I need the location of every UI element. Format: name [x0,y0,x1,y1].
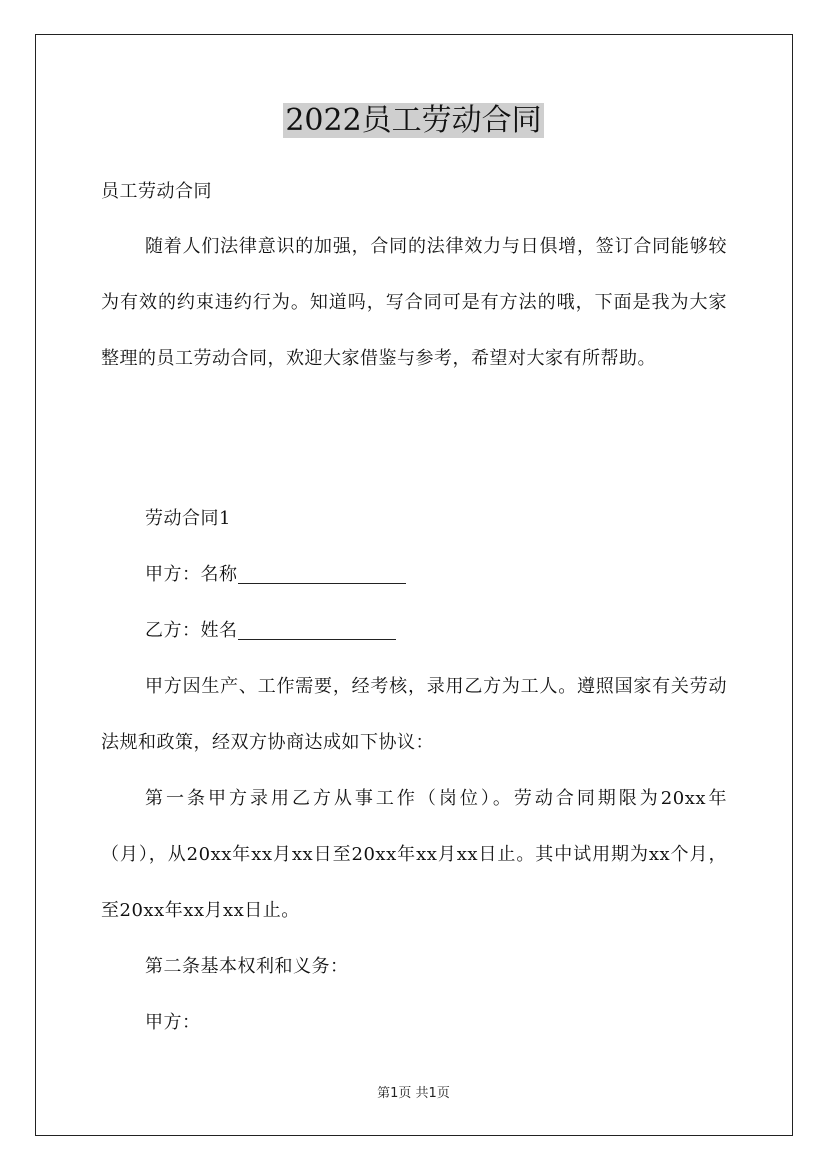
article-1: 第一条甲方录用乙方从事工作（岗位）。劳动合同期限为20xx年（月），从20xx年xx月xx日至20xx年xx月xx日止。其中试用期为xx个月，至20xx年xx月xx日止。 [101,788,727,921]
document-title: 2022员工劳动合同 [285,103,542,138]
party-a-short: 甲方： [145,1012,201,1033]
document-title-wrapper [0,100,827,142]
party-b-label: 乙方：姓名 [145,620,238,641]
party-a-line [101,547,727,603]
party-a-name-field[interactable] [238,565,406,584]
contract-section [101,491,727,1051]
page-footer: 第1页 共1页 [377,1086,450,1101]
contract-heading: 劳动合同1 [145,508,231,529]
article-2: 第二条基本权利和义务： [145,956,349,977]
intro-label: 员工劳动合同 [101,181,212,202]
intro-paragraph: 随着人们法律意识的加强，合同的法律效力与日俱增，签订合同能够较为有效的约束违约行为。知道吗，写合同可是有方法的哦，下面是我为大家整理的员工劳动合同，欢迎大家借鉴与参考，希望对大家有所帮助。 [101,236,727,369]
contract-paragraph-1: 甲方因生产、工作需要，经考核，录用乙方为工人。遵照国家有关劳动法规和政策，经双方协商达成如下协议： [101,676,727,753]
party-b-name-field[interactable] [238,621,396,640]
party-b-line [101,603,727,659]
party-a-label: 甲方：名称 [145,564,238,585]
